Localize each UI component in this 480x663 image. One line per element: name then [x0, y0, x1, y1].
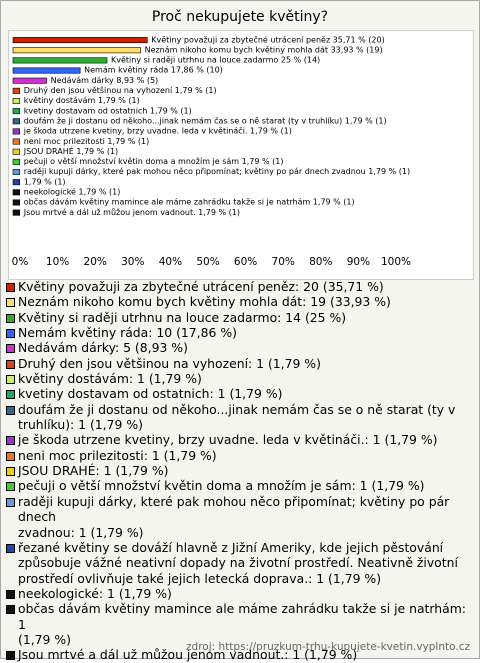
legend-swatch: [6, 344, 15, 353]
legend-item: [6, 448, 472, 463]
legend-text: JSOU DRAHÉ: 1 (1,79 %): [18, 463, 169, 479]
bar: [13, 58, 107, 63]
legend-swatch: [6, 375, 15, 384]
bar: [13, 149, 20, 154]
legend-swatch: [6, 482, 15, 491]
legend-swatch: [6, 360, 15, 369]
x-tick-label: 100%: [380, 256, 412, 268]
legend-item: [6, 402, 472, 433]
legend-text: doufám že ji dostanu od někoho...jinak nemám čas se o ně starat (ty v: [18, 401, 456, 417]
x-tick-label: 10%: [45, 256, 70, 268]
legend-swatch: [6, 390, 15, 399]
legend-item: [6, 478, 472, 493]
bar-value-label: Nedávám dárky 8,93 % (5): [50, 75, 159, 85]
bar: [13, 119, 20, 124]
legend-text: zvadnou: 1 (1,79 %): [18, 524, 144, 540]
legend-text: neni moc prilezitosti: 1 (1,79 %): [18, 447, 217, 463]
bar: [13, 108, 20, 113]
bar: [13, 98, 20, 103]
bar-value-label: Neznám nikoho komu bych květiny mohla dát 33,93 % (19): [144, 45, 383, 55]
bar-value-label: Druhý den jsou většinou na vyhození 1,79 % (1): [23, 86, 217, 96]
legend-item: [6, 494, 472, 540]
legend: [6, 279, 472, 663]
x-tick-label: 30%: [121, 256, 145, 268]
bar: [13, 200, 20, 205]
bar: [13, 129, 20, 134]
x-tick-label: 80%: [309, 256, 333, 268]
bar: [13, 48, 141, 53]
bar: [13, 37, 147, 42]
legend-text: kvetiny dostavam od ostatnich: 1 (1,79 %): [18, 386, 283, 402]
legend-swatch: [6, 452, 15, 461]
bar-value-label: neni moc prilezitosti 1,79 % (1): [23, 136, 150, 146]
legend-text: Nedávám dárky: 5 (8,93 %): [18, 340, 188, 356]
bar: [13, 68, 80, 73]
bar-value-label: 1,79 % (1): [23, 177, 66, 187]
bar: [13, 210, 20, 215]
source-note: zdroj: https://pruzkum-trhu-kupujete-kvetin.vyplnto.cz: [186, 641, 470, 653]
legend-swatch: [6, 467, 15, 476]
bar-value-label: občas dávám květiny mamince ale máme zahrádku takže si je natrhám 1,79 % (1): [23, 197, 355, 207]
legend-text: truhlíku): 1 (1,79 %): [18, 417, 143, 433]
x-tick-label: 50%: [196, 256, 220, 268]
legend-text: občas dávám květiny mamince ale máme zahrádku takže si je natrhám: 1: [18, 601, 466, 632]
bar-value-label: je škoda utrzene kvetiny, brzy uvadne. leda v květináči. 1,79 % (1): [23, 126, 292, 136]
legend-swatch: [6, 605, 15, 614]
bar-value-label: Nemám květiny ráda 17,86 % (10): [84, 65, 223, 75]
legend-swatch: [6, 314, 15, 323]
bar-value-label: neekologické 1,79 % (1): [23, 187, 121, 197]
x-tick-label: 40%: [158, 256, 183, 268]
legend-text: je škoda utrzene kvetiny, brzy uvadne. leda v květináči.: 1 (1,79 %): [18, 432, 438, 448]
bar: [13, 190, 20, 195]
legend-text: Neznám nikoho komu bych květiny mohla dát: 19 (33,93 %): [18, 294, 391, 310]
x-tick-label: 90%: [346, 256, 371, 268]
bar: [13, 159, 20, 164]
bar-value-label: Jsou mrtvé a dál už můžou jenom vadnout. 1,79 % (1): [23, 207, 241, 217]
bar-chart: [9, 31, 473, 279]
legend-item: [6, 279, 472, 294]
x-tick-label: 60%: [233, 256, 258, 268]
legend-item: [6, 463, 472, 478]
bar-value-label: doufám že ji dostanu od někoho...jinak nemám čas se o ně starat (ty v truhlíku) 1,79 % (1): [23, 116, 387, 126]
legend-text: (1,79 %): [18, 631, 71, 647]
chart-title: Proč nekupujete květiny?: [151, 9, 329, 25]
legend-item: [6, 540, 472, 586]
plot-area: [8, 30, 474, 280]
legend-swatch: [6, 544, 15, 553]
bar-value-label: Květiny považuji za zbytečné utrácení peněz 35,71 % (20): [151, 35, 385, 45]
bar: [13, 179, 20, 184]
bar-value-label: kvetiny dostavam od ostatnich 1,79 % (1): [23, 106, 192, 116]
x-tick-label: 0%: [11, 256, 29, 268]
legend-text: Květiny považuji za zbytečné utrácení peněz: 20 (35,71 %): [18, 279, 384, 294]
legend-text: způsobuje vážné neativní dopady na životní prostředí. Neativně životní: [18, 555, 458, 571]
bar-value-label: květiny dostávám 1,79 % (1): [23, 96, 140, 106]
legend-item: [6, 586, 472, 601]
legend-item: [6, 371, 472, 386]
legend-swatch: [6, 283, 15, 292]
legend-swatch: [6, 298, 15, 307]
legend-item: [6, 310, 472, 325]
legend-item: [6, 356, 472, 371]
legend-text: neekologické: 1 (1,79 %): [18, 585, 172, 601]
legend-swatch: [6, 406, 15, 415]
legend-text: květiny dostávám: 1 (1,79 %): [18, 371, 202, 387]
bar: [13, 139, 20, 144]
legend-item: [6, 325, 472, 340]
legend-item: [6, 340, 472, 355]
bar: [13, 88, 20, 93]
bar-value-label: raději kupuji dárky, které pak mohou něco připomínat; květiny po pár dnech zvadnou 1,79 % (1): [23, 167, 411, 177]
legend-text: řezané květiny se dováží hlavně z Jižní Ameriky, kde jejich pěstování: [18, 539, 444, 555]
legend-item: [6, 432, 472, 447]
legend-text: Druhý den jsou většinou na vyhození: 1 (1,79 %): [18, 355, 321, 371]
legend-item: [6, 386, 472, 401]
legend-swatch: [6, 498, 15, 507]
legend-text: prostředí ovlivňuje také jejich letecká doprava.: 1 (1,79 %): [18, 570, 382, 586]
bar: [13, 78, 47, 83]
legend-text: Květiny si raději utrhnu na louce zadarmo: 14 (25 %): [18, 309, 347, 325]
legend-text: pečuji o větší množství květin doma a množím je sám: 1 (1,79 %): [18, 478, 425, 494]
bar: [13, 169, 20, 174]
legend-item: [6, 294, 472, 309]
legend-swatch: [6, 436, 15, 445]
bar-value-label: pečuji o větší množství květin doma a množím je sám 1,79 % (1): [23, 157, 284, 167]
legend-text: raději kupuji dárky, které pak mohou něco připomínat; květiny po pár dnech: [18, 493, 450, 525]
bar-value-label: Květiny si raději utrhnu na louce zadarmo 25 % (14): [111, 55, 321, 65]
legend-text: Jsou mrtvé a dál už můžou jenom vadnout.: 1 (1,79 %): [18, 647, 358, 663]
legend-swatch: [6, 590, 15, 599]
legend-text: Nemám květiny ráda: 10 (17,86 %): [18, 325, 237, 341]
bar-value-label: JSOU DRAHÉ 1,79 % (1): [23, 146, 119, 156]
legend-swatch: [6, 329, 15, 338]
x-tick-label: 20%: [83, 256, 107, 268]
x-tick-label: 70%: [271, 256, 295, 268]
